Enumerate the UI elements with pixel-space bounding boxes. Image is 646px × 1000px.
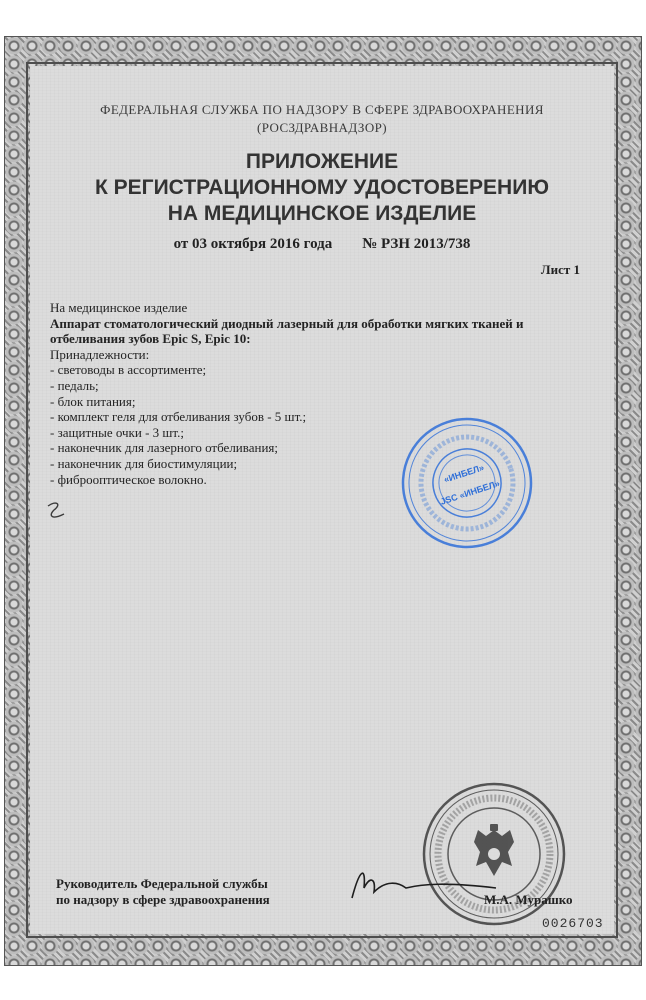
list-item: - фиброоптическое волокно.	[50, 471, 207, 487]
handwritten-mark	[42, 496, 72, 526]
sheet-number: Лист 1	[540, 262, 580, 277]
svg-text:JSC «ИНБЕЛ»: JSC «ИНБЕЛ»	[439, 478, 502, 507]
accessories-heading: Принадлежности:	[50, 346, 150, 362]
agency-name: ФЕДЕРАЛЬНАЯ СЛУЖБА ПО НАДЗОРУ В СФЕРЕ ЗДРАВООХРАНЕНИЯ	[100, 102, 544, 117]
serial-number: 0026703	[542, 916, 604, 931]
document-title-line3: НА МЕДИЦИНСКОЕ ИЗДЕЛИЕ	[167, 202, 477, 225]
signer-title-line2: по надзору в сфере здравоохранения	[56, 892, 270, 907]
agency-abbreviation: (РОСЗДРАВНАДЗОР)	[257, 120, 387, 135]
svg-text:«ИНБЕЛ»: «ИНБЕЛ»	[442, 462, 486, 485]
signer-title-line1: Руководитель Федеральной службы	[56, 876, 268, 891]
intro-text: На медицинское изделие	[50, 300, 188, 315]
document-title-line1: ПРИЛОЖЕНИЕ	[245, 150, 399, 173]
registration-number: № РЗН 2013/738	[362, 236, 471, 252]
company-stamp	[398, 414, 536, 552]
list-item: - защитные очки - 3 шт.;	[50, 424, 184, 440]
list-item: - световоды в ассортименте;	[50, 362, 207, 378]
issue-date: от 03 октября 2016 года	[173, 236, 333, 252]
device-name-line2: отбеливания зубов Epic S, Epic 10:	[50, 331, 251, 347]
list-item: - наконечник для лазерного отбеливания;	[50, 440, 279, 456]
document-title-line2: К РЕГИСТРАЦИОННОМУ УДОСТОВЕРЕНИЮ	[95, 176, 549, 199]
list-item: - педаль;	[50, 377, 99, 393]
date-number-line	[30, 236, 614, 253]
list-item: - наконечник для биостимуляции;	[50, 455, 238, 471]
signer-name: М.А. Мурашко	[484, 892, 573, 907]
device-name-line1: Аппарат стоматологический диодный лазерный для обработки мягких тканей и	[50, 315, 524, 331]
list-item: - комплект геля для отбеливания зубов - 5 шт.;	[50, 409, 307, 425]
list-item: - блок питания;	[50, 393, 136, 409]
handwritten-signature	[346, 858, 506, 908]
signer-title	[56, 876, 270, 908]
